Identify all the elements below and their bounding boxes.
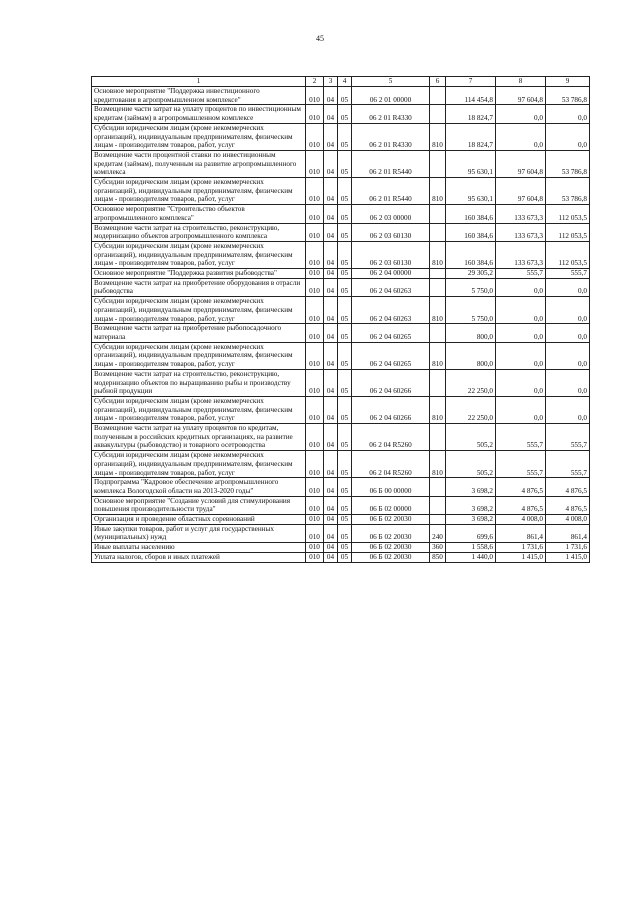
row-value-cell: 05 xyxy=(338,105,352,123)
row-value-cell: 0,0 xyxy=(496,105,546,123)
row-value-cell: 06 2 01 R5440 xyxy=(352,150,430,177)
table-row xyxy=(92,105,590,123)
row-value-cell: 04 xyxy=(324,278,338,296)
row-value-cell: 06 2 04 R5260 xyxy=(352,424,430,451)
row-value-cell: 97 604,8 xyxy=(496,150,546,177)
row-name-cell: Возмещение части затрат на строительство, реконструкцию, модернизацию объектов агропромышленного комплекса xyxy=(92,223,306,241)
row-value-cell: 53 786,8 xyxy=(546,87,590,105)
row-value-cell: 06 Б 02 20030 xyxy=(352,552,430,562)
row-value-cell: 05 xyxy=(338,123,352,150)
table-header xyxy=(92,77,590,87)
row-value-cell: 160 384,6 xyxy=(446,223,496,241)
row-name-cell: Организация и проведение областных соревнований xyxy=(92,515,306,525)
row-value-cell: 133 673,3 xyxy=(496,241,546,268)
row-value-cell: 04 xyxy=(324,223,338,241)
row-value-cell: 010 xyxy=(306,515,324,525)
table-row xyxy=(92,524,590,542)
row-value-cell: 97 604,8 xyxy=(496,178,546,205)
row-value-cell xyxy=(430,205,446,223)
row-value-cell: 010 xyxy=(306,478,324,496)
row-value-cell: 0,0 xyxy=(546,123,590,150)
row-value-cell: 1 440,0 xyxy=(446,552,496,562)
row-value-cell: 05 xyxy=(338,297,352,324)
row-value-cell: 04 xyxy=(324,552,338,562)
row-value-cell: 010 xyxy=(306,205,324,223)
row-value-cell: 04 xyxy=(324,342,338,369)
table-row xyxy=(92,241,590,268)
row-value-cell: 810 xyxy=(430,396,446,423)
row-value-cell: 1 415,0 xyxy=(496,552,546,562)
row-value-cell: 0,0 xyxy=(496,123,546,150)
row-value-cell: 05 xyxy=(338,524,352,542)
table-row xyxy=(92,123,590,150)
row-value-cell: 160 384,6 xyxy=(446,241,496,268)
row-value-cell: 3 698,2 xyxy=(446,515,496,525)
row-value-cell: 04 xyxy=(324,369,338,396)
table-row xyxy=(92,496,590,514)
row-value-cell: 05 xyxy=(338,496,352,514)
row-value-cell: 04 xyxy=(324,324,338,342)
row-name-cell: Субсидии юридическим лицам (кроме некоммерческих организаций), индивидуальным предпринимателям, физическим лицам - производителям товаров, работ, услуг xyxy=(92,241,306,268)
row-value-cell: 0,0 xyxy=(546,342,590,369)
row-name-cell: Возмещение части затрат на уплату процентов по инвестиционным кредитам (займам) в агропромышленном комплексе xyxy=(92,105,306,123)
row-value-cell xyxy=(430,515,446,525)
row-value-cell: 114 454,8 xyxy=(446,87,496,105)
row-value-cell: 810 xyxy=(430,451,446,478)
row-value-cell: 0,0 xyxy=(496,324,546,342)
row-value-cell: 4 876,5 xyxy=(496,478,546,496)
row-value-cell: 3 698,2 xyxy=(446,496,496,514)
row-value-cell: 0,0 xyxy=(546,297,590,324)
row-value-cell: 04 xyxy=(324,205,338,223)
row-name-cell: Возмещение части затрат на уплату процентов по кредитам, полученным в российских кредитных организациях, на развитие аквакультуры (рыбоводство) и товарного осетроводства xyxy=(92,424,306,451)
row-value-cell: 0,0 xyxy=(496,369,546,396)
row-value-cell: 0,0 xyxy=(546,278,590,296)
table-row xyxy=(92,552,590,562)
row-value-cell: 555,7 xyxy=(546,424,590,451)
table-row xyxy=(92,178,590,205)
row-value-cell: 04 xyxy=(324,478,338,496)
page-number: 45 xyxy=(316,34,324,43)
row-name-cell: Субсидии юридическим лицам (кроме некоммерческих организаций), индивидуальным предпринимателям, физическим лицам - производителям товаров, работ, услуг xyxy=(92,451,306,478)
row-value-cell: 06 2 01 R4330 xyxy=(352,123,430,150)
row-value-cell: 555,7 xyxy=(496,269,546,279)
table-row xyxy=(92,150,590,177)
row-value-cell: 05 xyxy=(338,269,352,279)
row-value-cell: 05 xyxy=(338,205,352,223)
row-value-cell: 05 xyxy=(338,150,352,177)
table-row xyxy=(92,278,590,296)
row-value-cell: 555,7 xyxy=(496,424,546,451)
row-value-cell: 010 xyxy=(306,424,324,451)
row-value-cell: 06 2 04 60263 xyxy=(352,297,430,324)
row-value-cell xyxy=(430,87,446,105)
row-value-cell xyxy=(430,478,446,496)
row-value-cell: 010 xyxy=(306,105,324,123)
row-value-cell: 18 824,7 xyxy=(446,105,496,123)
row-value-cell: 06 2 03 60130 xyxy=(352,241,430,268)
row-value-cell: 112 053,5 xyxy=(546,241,590,268)
row-name-cell: Субсидии юридическим лицам (кроме некоммерческих организаций), индивидуальным предпринимателям, физическим лицам - производителям товаров, работ, услуг xyxy=(92,396,306,423)
row-value-cell xyxy=(430,324,446,342)
budget-table xyxy=(91,76,590,563)
row-value-cell: 810 xyxy=(430,297,446,324)
row-value-cell: 4 876,5 xyxy=(546,496,590,514)
row-value-cell xyxy=(430,269,446,279)
table-row xyxy=(92,205,590,223)
row-value-cell: 810 xyxy=(430,241,446,268)
row-name-cell: Иные выплаты населению xyxy=(92,543,306,553)
row-value-cell: 133 673,3 xyxy=(496,223,546,241)
row-value-cell xyxy=(430,369,446,396)
row-value-cell: 05 xyxy=(338,552,352,562)
row-value-cell: 010 xyxy=(306,324,324,342)
row-value-cell: 04 xyxy=(324,87,338,105)
row-value-cell: 05 xyxy=(338,178,352,205)
row-value-cell: 4 876,5 xyxy=(546,478,590,496)
row-value-cell: 06 2 04 60266 xyxy=(352,369,430,396)
table-row xyxy=(92,515,590,525)
row-value-cell xyxy=(430,223,446,241)
row-value-cell: 010 xyxy=(306,87,324,105)
row-value-cell: 850 xyxy=(430,552,446,562)
table-row xyxy=(92,543,590,553)
row-value-cell: 04 xyxy=(324,515,338,525)
row-value-cell: 05 xyxy=(338,241,352,268)
row-value-cell: 53 786,8 xyxy=(546,150,590,177)
row-value-cell xyxy=(430,150,446,177)
row-value-cell: 133 673,3 xyxy=(496,205,546,223)
table-row xyxy=(92,478,590,496)
row-value-cell: 800,0 xyxy=(446,342,496,369)
row-value-cell: 05 xyxy=(338,396,352,423)
row-value-cell: 1 731,6 xyxy=(496,543,546,553)
row-value-cell: 0,0 xyxy=(496,396,546,423)
row-value-cell: 06 2 04 R5260 xyxy=(352,451,430,478)
row-value-cell: 06 2 03 60130 xyxy=(352,223,430,241)
row-value-cell: 97 604,8 xyxy=(496,87,546,105)
row-value-cell: 04 xyxy=(324,543,338,553)
row-value-cell: 04 xyxy=(324,123,338,150)
row-value-cell: 112 053,5 xyxy=(546,223,590,241)
row-value-cell: 5 750,0 xyxy=(446,278,496,296)
row-name-cell: Основное мероприятие "Поддержка развития рыбоводства" xyxy=(92,269,306,279)
row-value-cell: 810 xyxy=(430,342,446,369)
row-value-cell xyxy=(430,496,446,514)
row-value-cell: 05 xyxy=(338,543,352,553)
row-value-cell: 04 xyxy=(324,524,338,542)
row-value-cell: 0,0 xyxy=(546,324,590,342)
row-value-cell: 0,0 xyxy=(546,105,590,123)
row-value-cell: 06 2 04 60266 xyxy=(352,396,430,423)
row-value-cell: 010 xyxy=(306,552,324,562)
row-value-cell: 0,0 xyxy=(546,369,590,396)
row-name-cell: Основное мероприятие "Создание условий для стимулирования повышения производительности труда" xyxy=(92,496,306,514)
row-name-cell: Возмещение части затрат на строительство, реконструкцию, модернизацию объектов по выращиванию рыбы и производству рыбной продукции xyxy=(92,369,306,396)
row-value-cell: 05 xyxy=(338,223,352,241)
row-value-cell: 010 xyxy=(306,150,324,177)
row-value-cell: 06 2 03 00000 xyxy=(352,205,430,223)
header-cell: 1 xyxy=(92,77,306,87)
row-value-cell: 699,6 xyxy=(446,524,496,542)
row-value-cell: 04 xyxy=(324,396,338,423)
row-value-cell: 010 xyxy=(306,241,324,268)
row-value-cell: 53 786,8 xyxy=(546,178,590,205)
header-cell: 9 xyxy=(546,77,590,87)
row-value-cell: 010 xyxy=(306,223,324,241)
row-value-cell: 1 731,6 xyxy=(546,543,590,553)
row-value-cell: 800,0 xyxy=(446,324,496,342)
table-row xyxy=(92,87,590,105)
row-value-cell: 05 xyxy=(338,451,352,478)
row-value-cell: 05 xyxy=(338,515,352,525)
row-value-cell: 0,0 xyxy=(496,278,546,296)
row-value-cell: 05 xyxy=(338,278,352,296)
row-value-cell: 04 xyxy=(324,424,338,451)
row-value-cell: 06 2 04 60265 xyxy=(352,342,430,369)
table-row xyxy=(92,396,590,423)
row-value-cell: 05 xyxy=(338,87,352,105)
table-body xyxy=(92,87,590,563)
row-value-cell: 04 xyxy=(324,178,338,205)
row-value-cell: 010 xyxy=(306,396,324,423)
row-name-cell: Субсидии юридическим лицам (кроме некоммерческих организаций), индивидуальным предпринимателям, физическим лицам - производителям товаров, работ, услуг xyxy=(92,297,306,324)
row-value-cell: 810 xyxy=(430,123,446,150)
row-value-cell: 4 876,5 xyxy=(496,496,546,514)
row-value-cell: 06 Б 02 20030 xyxy=(352,515,430,525)
row-value-cell: 06 2 01 00000 xyxy=(352,87,430,105)
row-value-cell: 010 xyxy=(306,451,324,478)
row-value-cell: 06 2 04 00000 xyxy=(352,269,430,279)
row-value-cell: 010 xyxy=(306,297,324,324)
row-value-cell: 240 xyxy=(430,524,446,542)
header-cell: 2 xyxy=(306,77,324,87)
row-value-cell: 0,0 xyxy=(496,297,546,324)
row-value-cell: 010 xyxy=(306,123,324,150)
row-value-cell: 05 xyxy=(338,342,352,369)
row-value-cell: 555,7 xyxy=(496,451,546,478)
row-value-cell: 22 250,0 xyxy=(446,369,496,396)
row-value-cell: 555,7 xyxy=(546,269,590,279)
row-value-cell: 05 xyxy=(338,424,352,451)
row-value-cell: 4 008,0 xyxy=(496,515,546,525)
row-name-cell: Субсидии юридическим лицам (кроме некоммерческих организаций), индивидуальным предпринимателям, физическим лицам - производителям товаров, работ, услуг xyxy=(92,178,306,205)
row-value-cell: 06 Б 02 00000 xyxy=(352,496,430,514)
row-value-cell xyxy=(430,105,446,123)
header-cell: 6 xyxy=(430,77,446,87)
row-value-cell: 010 xyxy=(306,342,324,369)
row-value-cell: 05 xyxy=(338,324,352,342)
row-value-cell: 04 xyxy=(324,269,338,279)
table-row xyxy=(92,424,590,451)
row-value-cell: 05 xyxy=(338,478,352,496)
row-value-cell: 555,7 xyxy=(546,451,590,478)
row-value-cell: 04 xyxy=(324,150,338,177)
row-value-cell: 06 Б 02 20030 xyxy=(352,524,430,542)
row-value-cell: 810 xyxy=(430,178,446,205)
row-value-cell: 05 xyxy=(338,369,352,396)
row-value-cell: 1 558,6 xyxy=(446,543,496,553)
row-name-cell: Возмещение части затрат на приобретение рыбопосадочного материала xyxy=(92,324,306,342)
row-value-cell: 95 630,1 xyxy=(446,150,496,177)
row-value-cell: 06 2 04 60263 xyxy=(352,278,430,296)
row-value-cell: 04 xyxy=(324,297,338,324)
row-name-cell: Иные закупки товаров, работ и услуг для государственных (муниципальных) нужд xyxy=(92,524,306,542)
row-value-cell: 06 Б 02 20030 xyxy=(352,543,430,553)
row-value-cell: 06 2 01 R4330 xyxy=(352,105,430,123)
row-value-cell: 0,0 xyxy=(546,396,590,423)
table-row xyxy=(92,342,590,369)
row-value-cell: 04 xyxy=(324,241,338,268)
row-value-cell: 010 xyxy=(306,269,324,279)
row-value-cell: 04 xyxy=(324,451,338,478)
row-name-cell: Субсидии юридическим лицам (кроме некоммерческих организаций), индивидуальным предпринимателям, физическим лицам - производителям товаров, работ, услуг xyxy=(92,342,306,369)
row-value-cell: 22 250,0 xyxy=(446,396,496,423)
row-name-cell: Возмещение части затрат на приобретение оборудования в отрасли рыбоводства xyxy=(92,278,306,296)
row-value-cell: 010 xyxy=(306,369,324,396)
header-cell: 4 xyxy=(338,77,352,87)
table-row xyxy=(92,269,590,279)
row-value-cell: 010 xyxy=(306,524,324,542)
row-name-cell: Подпрограмма "Кадровое обеспечение агропромышленного комплекса Вологодской области на 2013-2020 годы" xyxy=(92,478,306,496)
table-row xyxy=(92,223,590,241)
row-value-cell: 29 305,2 xyxy=(446,269,496,279)
row-value-cell: 505,2 xyxy=(446,424,496,451)
header-cell: 7 xyxy=(446,77,496,87)
row-name-cell: Уплата налогов, сборов и иных платежей xyxy=(92,552,306,562)
row-value-cell: 18 824,7 xyxy=(446,123,496,150)
row-value-cell: 505,2 xyxy=(446,451,496,478)
row-value-cell: 04 xyxy=(324,105,338,123)
row-name-cell: Возмещение части процентной ставки по инвестиционным кредитам (займам), полученным на развитие агропромышленного комплекса xyxy=(92,150,306,177)
row-value-cell xyxy=(430,424,446,451)
row-value-cell: 06 2 01 R5440 xyxy=(352,178,430,205)
row-value-cell: 010 xyxy=(306,178,324,205)
row-value-cell: 010 xyxy=(306,278,324,296)
row-name-cell: Основное мероприятие "Поддержка инвестиционного кредитования в агропромышленном комплексе" xyxy=(92,87,306,105)
header-cell: 5 xyxy=(352,77,430,87)
row-name-cell: Субсидии юридическим лицам (кроме некоммерческих организаций), индивидуальным предпринимателям, физическим лицам - производителям товаров, работ, услуг xyxy=(92,123,306,150)
row-value-cell: 861,4 xyxy=(546,524,590,542)
header-cell: 3 xyxy=(324,77,338,87)
row-value-cell: 4 008,0 xyxy=(546,515,590,525)
table-row xyxy=(92,369,590,396)
row-name-cell: Основное мероприятие "Строительство объектов агропромышленного комплекса" xyxy=(92,205,306,223)
row-value-cell: 112 053,5 xyxy=(546,205,590,223)
header-cell: 8 xyxy=(496,77,546,87)
row-value-cell: 3 698,2 xyxy=(446,478,496,496)
row-value-cell: 06 Б 00 00000 xyxy=(352,478,430,496)
row-value-cell: 06 2 04 60265 xyxy=(352,324,430,342)
row-value-cell: 160 384,6 xyxy=(446,205,496,223)
table-row xyxy=(92,297,590,324)
row-value-cell: 95 630,1 xyxy=(446,178,496,205)
table-row xyxy=(92,324,590,342)
row-value-cell: 010 xyxy=(306,543,324,553)
row-value-cell xyxy=(430,278,446,296)
row-value-cell: 0,0 xyxy=(496,342,546,369)
row-value-cell: 861,4 xyxy=(496,524,546,542)
row-value-cell: 360 xyxy=(430,543,446,553)
row-value-cell: 010 xyxy=(306,496,324,514)
table-row xyxy=(92,451,590,478)
row-value-cell: 04 xyxy=(324,496,338,514)
row-value-cell: 1 415,0 xyxy=(546,552,590,562)
row-value-cell: 5 750,0 xyxy=(446,297,496,324)
